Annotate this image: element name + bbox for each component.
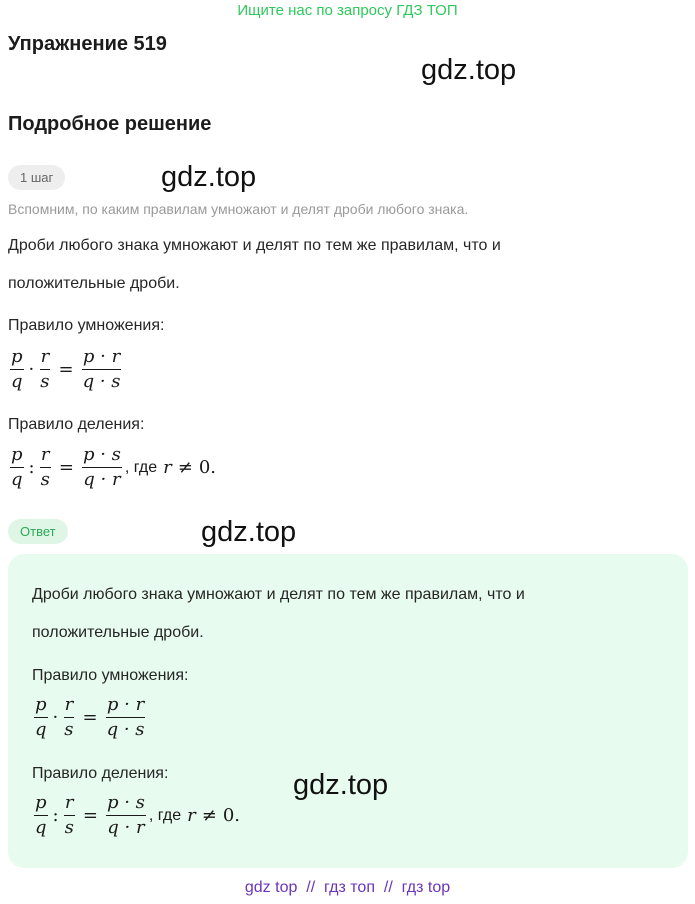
answer-line: Дроби любого знака умножают и делят по тем же правилам, что и [32,586,525,603]
condition-value: 0. [222,805,241,826]
answer-line: положительные дроби. [32,624,204,641]
step-badge: 1 шаг [8,165,65,190]
fraction: $\frac{p \cdot s}{q \cdot r}$ [82,444,121,490]
multiplication-rule-label: Правило умножения: [8,317,165,334]
fraction: $\frac{r}{s}$ [40,444,50,490]
condition-value: 0. [198,457,217,478]
fraction: $\frac{r}{s}$ [64,694,74,740]
not-equal-sign: ≠ [177,457,193,478]
operator: · [52,707,59,728]
fraction: $\frac{p \cdot r}{q \cdot s}$ [106,694,145,740]
fraction: $\frac{p \cdot r}{q \cdot s}$ [82,346,121,392]
operator: : [52,805,59,826]
watermark: gdz.top [161,161,257,193]
solution-text [8,227,501,303]
solution-line: положительные дроби. [8,275,180,292]
condition-variable: r [187,805,196,826]
step-hint: Вспомним, по каким правилам умножают и делят дроби любого знака. [8,201,469,217]
fraction: $\frac{r}{s}$ [64,792,74,838]
watermark: gdz.top [421,54,517,86]
operator: · [28,359,35,380]
multiplication-formula [8,347,124,392]
answer-division-formula [32,793,240,838]
operator: : [28,457,35,478]
condition-variable: r [163,457,172,478]
condition-text: , где [148,806,182,824]
division-rule-label: Правило деления: [8,416,145,433]
fraction: $\frac{p}{q}$ [11,346,23,392]
not-equal-sign: ≠ [201,805,217,826]
watermark: gdz.top [201,516,297,548]
equals-sign: = [82,707,98,728]
top-banner: Ищите нас по запросу ГДЗ ТОП [237,2,458,19]
fraction: $\frac{r}{s}$ [40,346,50,392]
condition-text: , где [124,458,158,476]
fraction: $\frac{p}{q}$ [35,792,47,838]
answer-badge: Ответ [8,519,68,544]
answer-multiplication-formula [32,695,148,740]
equals-sign: = [82,805,98,826]
division-formula [8,445,216,490]
solution-heading: Подробное решение [8,113,212,135]
answer-division-label: Правило деления: [32,765,169,782]
footer-links[interactable]: gdz top // гдз топ // гдз top [244,879,451,896]
equals-sign: = [58,359,74,380]
fraction: $\frac{p}{q}$ [11,444,23,490]
solution-line: Дроби любого знака умножают и делят по тем же правилам, что и [8,237,501,254]
answer-multiplication-label: Правило умножения: [32,667,189,684]
equals-sign: = [58,457,74,478]
exercise-title: Упражнение 519 [8,33,167,55]
watermark: gdz.top [293,769,389,801]
fraction: $\frac{p \cdot s}{q \cdot r}$ [106,792,145,838]
answer-text [32,576,525,652]
fraction: $\frac{p}{q}$ [35,694,47,740]
